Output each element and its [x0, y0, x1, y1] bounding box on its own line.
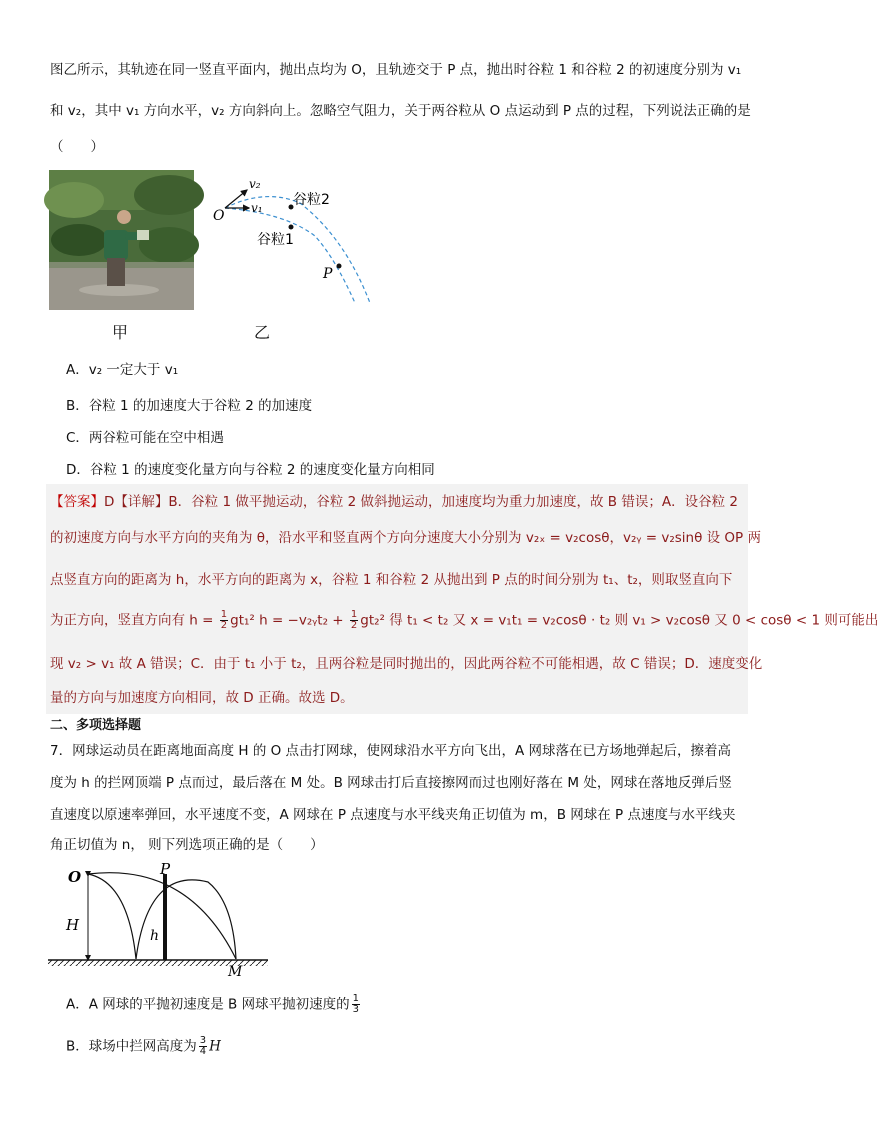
answer-line-4: 为正方向，竖直方向有 h = $\frac{1}{2}$ gt₁² h = −v₂ᵧt₂ + $\frac{1}{2}$ gt₂² 得 t₁ < t₂ 又 x = v₁t₁ = v₂cosθ · t₂ 则 v₁ > v₂cosθ 又 0 < cosθ < 1 则可能出 [50, 609, 878, 631]
label-v1: v₁ [251, 201, 263, 215]
label-o: O [68, 868, 82, 886]
label-v2: v₂ [249, 177, 261, 191]
q7-line-4: 角正切值为 n， 则下列选项正确的是（ ） [50, 837, 324, 853]
q6-stem-line-2: 和 v₂，其中 v₁ 方向水平，v₂ 方向斜向上。忽略空气阻力，关于两谷粒从 O 点运动到 P 点的过程，下列说法正确的是 [50, 103, 751, 119]
trajectory-diagram [205, 168, 385, 308]
answer-line-3: 点竖直方向的距离为 h，水平方向的距离为 x，谷粒 1 和谷粒 2 从抛出到 P 点的时间分别为 t₁、t₂，则取竖直向下 [50, 572, 733, 588]
label-m: M [228, 964, 243, 980]
label-o: O [213, 208, 225, 224]
label-grain2: 谷粒2 [293, 192, 330, 208]
fraction-one-third: $\frac{1}{3}$ [352, 993, 359, 1015]
q6-option-d: D．谷粒 1 的速度变化量方向与谷粒 2 的速度变化量方向相同 [66, 462, 435, 478]
point-p-dot [337, 264, 342, 269]
fraction-half-1: $\frac{1}{2}$ [220, 609, 228, 631]
section-title: 二、多项选择题 [50, 718, 142, 733]
answer-line-5: 现 v₂ > v₁ 故 A 错误；C．由于 t₁ 小于 t₂，且两谷粒是同时抛出的，因此两谷粒不可能相遇，故 C 错误；D．速度变化 [50, 656, 763, 672]
tennis-diagram [48, 862, 278, 980]
q7-line-3: 直速度以原速率弹回，水平速度不变，A 网球在 P 点速度与水平线夹角正切值为 m，B 网球在 P 点速度与水平线夹 [50, 807, 736, 823]
q7-option-b: B．球场中拦网高度为 $\frac{3}{4}$ H [66, 1035, 221, 1057]
q6-option-c: C．两谷粒可能在空中相遇 [66, 430, 224, 446]
q6-stem-line-3: （ ） [50, 139, 104, 155]
farmer-photo [49, 170, 194, 310]
v2-arrow [225, 190, 247, 208]
q7-option-a: A．A 网球的平抛初速度是 B 网球平抛初速度的 $\frac{1}{3}$ [66, 993, 359, 1015]
q6-option-b: B．谷粒 1 的加速度大于谷粒 2 的加速度 [66, 398, 313, 414]
answer-line-2: 的初速度方向与水平方向的夹角为 θ，沿水平和竖直两个方向分速度大小分别为 v₂ₓ = v₂cosθ，v₂ᵧ = v₂sinθ 设 OP 两 [50, 530, 761, 546]
fraction-three-quarters: $\frac{3}{4}$ [199, 1035, 207, 1057]
answer-block [46, 484, 748, 714]
q6-stem-line-1: 图乙所示，其轨迹在同一竖直平面内，抛出点均为 O，且轨迹交于 P 点，抛出时谷粒 1 和谷粒 2 的初速度分别为 v₁ [50, 62, 742, 78]
grain1-dot [289, 225, 294, 230]
q6-option-a: A．v₂ 一定大于 v₁ [66, 362, 179, 378]
q7-line-2: 度为 h 的拦网顶端 P 点而过，最后落在 M 处。B 网球击打后直接擦网而过也刚好落在 M 处，网球在落地反弹后竖 [50, 775, 732, 791]
label-p: P [160, 860, 171, 878]
label-p: P [323, 266, 333, 282]
label-grain1: 谷粒1 [257, 232, 294, 248]
q7-line-1: 7．网球运动员在距离地面高度 H 的 O 点击打网球，使网球沿水平方向飞出，A 网球落在已方场地弹起后，擦着高 [50, 743, 732, 759]
label-h-small: h [150, 928, 160, 944]
fig-yi-caption: 乙 [254, 323, 271, 342]
label-h-big: H [66, 916, 80, 934]
answer-tag: 【答案】 [50, 494, 104, 510]
answer-line-1: 【答案】D【详解】B．谷粒 1 做平抛运动，谷粒 2 做斜抛运动，加速度均为重力加速度，故 B 错误；A．设谷粒 2 [50, 494, 738, 510]
fig-jia-caption: 甲 [112, 323, 129, 342]
answer-line-6: 量的方向与加速度方向相同，故 D 正确。故选 D。 [50, 690, 354, 706]
fraction-half-2: $\frac{1}{2}$ [350, 609, 358, 631]
grain1-trajectory [225, 208, 355, 303]
grain2-trajectory [225, 197, 370, 303]
